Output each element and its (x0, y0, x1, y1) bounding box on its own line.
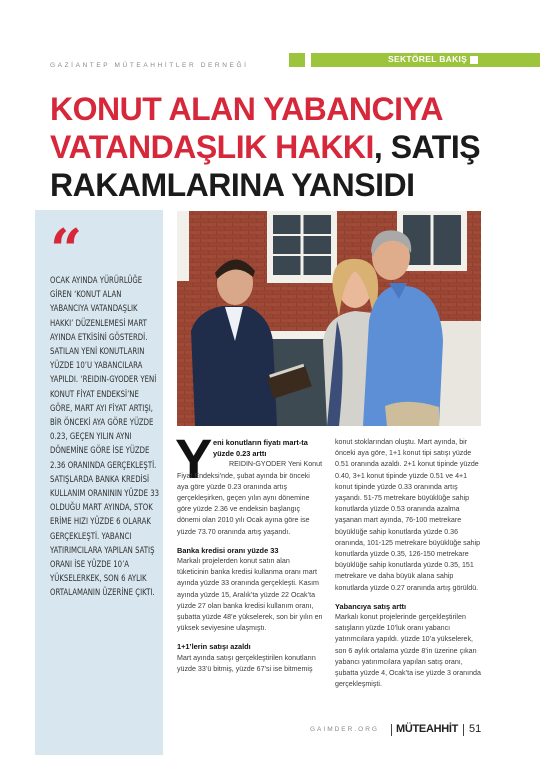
article-title (50, 90, 520, 204)
couple-with-agent-image (177, 211, 481, 426)
paragraph-foreign-sales: Markalı konut projelerinde gerçekleştirilen satışların yüzde 10’luk oranı yabancı yatırımcılara yapıldı. yüzde 10’a yükselerek, son 6 aylık ortalama yüzde 8’in üzerine çıkan yabancı yatırımcılara yapılan satış oranı, şubatta yüzde 4, Ocak’ta ise yüzde 3 oranında gerçekleşmişti. (335, 613, 481, 689)
subheading-sales: 1+1’lerin satışı azaldı (177, 642, 251, 652)
title-line-3: RAKAMLARINA YANSIDI (50, 167, 415, 203)
subheading-bank-credit: Banka kredisi oranı yüzde 33 (177, 545, 279, 555)
title-line-2-dark: , SATIŞ (373, 129, 481, 165)
dropcap-letter: Y (175, 427, 213, 490)
lead-heading: eni konutların fiyatı mart-ta yüzde 0.23 arttı (213, 438, 308, 459)
article-column-1 (177, 437, 323, 675)
article-photo (177, 211, 481, 426)
footer-divider-2 (463, 724, 464, 736)
title-line-1: KONUT ALAN YABANCIYA (50, 91, 444, 127)
footer-divider (391, 724, 392, 736)
quote-icon: “ (50, 217, 79, 283)
paragraph-bank-credit: Markalı projelerden konut satın alan tüketicinin banka kredisi kullanma oranı mart ayında yüzde 33 oranında gerçekleşti. Kasım ayında yüzde 15, Aralık’ta yüzde 22 Ocak’ta yüzde 27 olan banka kredisi kullanım oranı, şubatta yüzde 48’e yükselerek, son bir yılın en yüksek seviyesine ulaşmıştı. (177, 557, 323, 633)
section-square-icon (470, 56, 478, 64)
footer-website: GAIMDER.ORG (310, 726, 379, 733)
publisher-name: GAZİANTEP MÜTEAHHİTLER DERNEĞİ (50, 62, 249, 69)
article-column-2 (335, 437, 481, 690)
footer-brand: MÜTEAHHİT (396, 723, 459, 735)
paragraph-sales: Mart ayında satışı gerçekleştirilen konutların yüzde 33’ü bitmiş, yüzde 67’si ise bitmemiş (177, 653, 316, 673)
lead-paragraph: REIDIN-GYODER Yeni Konut Fiyat Endeksi’nde, şubat ayında bir önceki aya göre yüzde 0.23 oranında artış gerçekleşirken, geçen yılın aynı dönemine göre yüzde 2.36 ve endeksin başlangıç dönemi olan 2010 yılı Ocak ayına göre ise yüzde 73.70 oranında artış yaşandı. (177, 460, 323, 536)
subheading-foreign-sales: Yabancıya satış arttı (335, 601, 407, 611)
paragraph-sales-continued: konut stoklarından oluştu. Mart ayında, bir önceki aya göre, 1+1 konut tipi satışı yüzde 0.51 oranında azaldı. 2+1 konut tipinde yüzde 0.40, 3+1 konut tipinde yüzde 0.51 ve 4+1 konut tipinde yüzde 0.33 oranında artış yaşandı. 51-75 metrekare büyüklüğe sahip konutlarda yüzde 0.53 oranında azalma yaşanan mart ayında, 76-100 metrekare büyüklüğe sahip konutlarda yüzde 0.36 oranında, 101-125 metrekare büyüklüğe sahip konutlarda yüzde 0.35, 126-150 metrekare büyüklüğe sahip konutlarda yüzde 0.35, 151 metrekare ve daha büyük alana sahip konutlarda yüzde 0.27 oranında artış görüldü. (335, 438, 481, 592)
title-line-2-red: VATANDAŞLIK HAKKI (50, 129, 374, 165)
title-line-2 (50, 128, 520, 166)
header-accent (289, 53, 305, 67)
page-number: 51 (469, 723, 482, 735)
section-label: SEKTÖREL BAKIŞ (388, 54, 468, 64)
pull-quote-text: OCAK AYINDA YÜRÜRLÜĞE GİREN ‘KONUT ALAN YABANCIYA VATANDAŞLIK HAKKI’ DÜZENLEMESİ MART AYINDA ETKİSİNİ GÖSTERDİ. SATILAN YENİ KONUTLARIN YÜZDE 10’U YABANCILARA YAPILDI. ‘REIDIN-GYODER YENİ KONUT FİYAT ENDEKSİ’NE GÖRE, MART AYI FİYAT ARTIŞI, BİR ÖNCEKİ AYA GÖRE YÜZDE 0.23, GEÇEN YILIN AYNI DÖNEMİNE GÖRE İSE YÜZDE 2.36 ORANINDA GERÇEKLEŞTİ. SATIŞLARDA BANKA KREDİSİ KULLANIM ORANININ YÜZDE 33 OLDUĞU MART AYINDA, STOK ERİME HIZI YÜZDE 6 OLARAK GERÇEKLEŞTİ. YABANCI YATIRIMCILARA YAPILAN SATIŞ ORANI İSE YÜZDE 10’A YÜKSELERKEK, SON 6 AYLIK ORTALAMANIN ÜZERİNE ÇIKTI. (50, 276, 160, 599)
